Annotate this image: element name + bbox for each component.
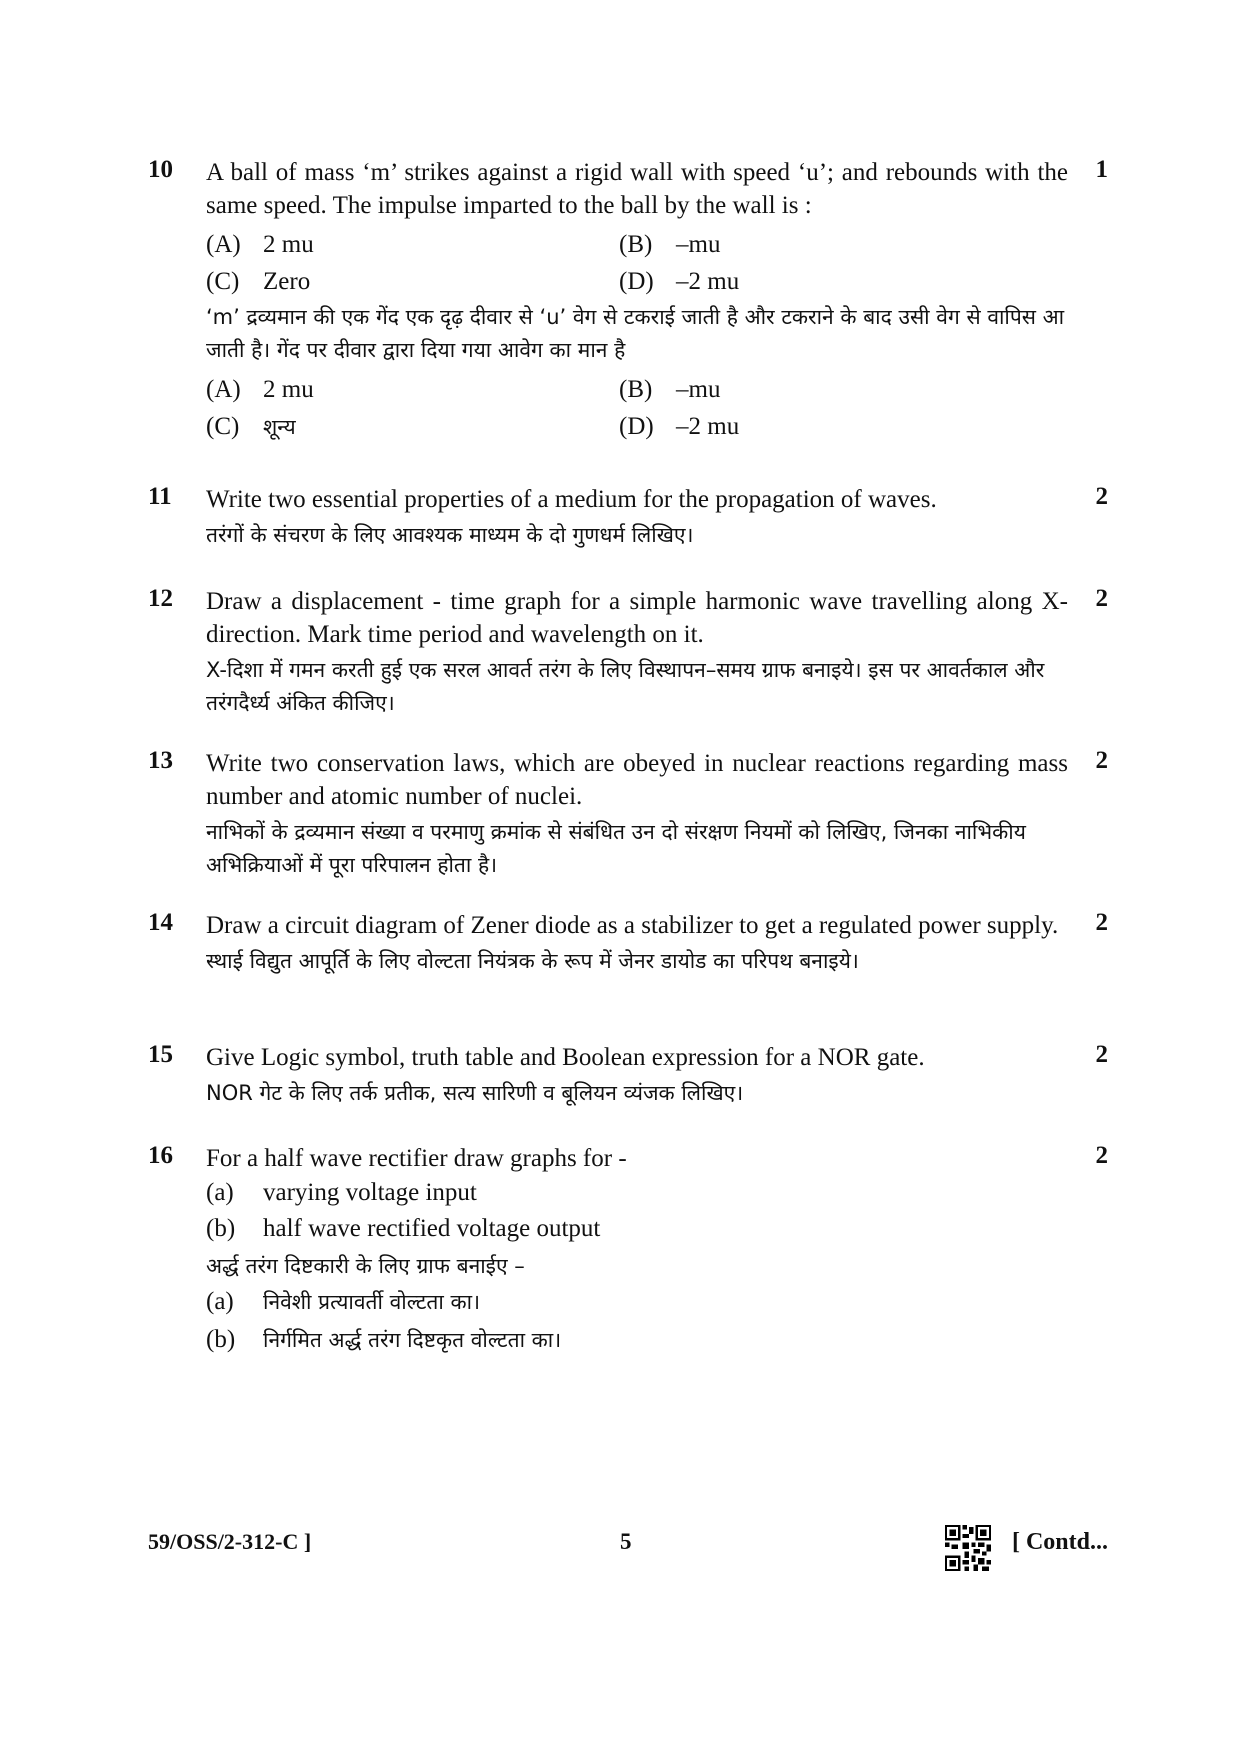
question-text-hindi: तरंगों के संचरण के लिए आवश्यक माध्यम के दो गुणधर्म लिखिए। (206, 523, 694, 547)
sub-item-a-hi: (a) निवेशी प्रत्यावर्ती वोल्टता का। (206, 1288, 481, 1315)
question-15 (148, 1041, 1108, 1110)
question-14 (148, 909, 1108, 978)
page-number: 5 (620, 1529, 632, 1554)
option-d-hi: (D) –2 mu (619, 413, 740, 440)
question-text-english: Write two essential properties of a medium for the propagation of waves. (206, 486, 937, 513)
question-marks: 2 (1095, 747, 1108, 774)
question-text-hindi: NOR गेट के लिए तर्क प्रतीक, सत्य सारिणी व बूलियन व्यंजक लिखिए। (206, 1081, 744, 1105)
options-english (206, 228, 1068, 298)
question-text-hindi: X-दिशा में गमन करती हुई एक सरल आवर्त तरंग के लिए विस्थापन–समय ग्राफ बनाइये। इस पर आवर्तकाल और तरंगदैर्ध्य अंकित कीजिए। (206, 658, 1045, 715)
question-marks: 2 (1095, 909, 1108, 936)
question-marks: 1 (1095, 156, 1108, 183)
question-text-hindi: अर्द्ध तरंग दिष्टकारी के लिए ग्राफ बनाईए – (206, 1254, 525, 1278)
question-number: 16 (148, 1142, 173, 1169)
question-text-english: Draw a circuit diagram of Zener diode as a stabilizer to get a regulated power supply. (206, 912, 1059, 939)
option-b-hi: (B) –mu (619, 376, 721, 403)
sub-item-a: (a) varying voltage input (206, 1179, 477, 1206)
question-number: 14 (148, 909, 173, 936)
question-number: 13 (148, 747, 173, 774)
question-marks: 2 (1095, 1142, 1108, 1169)
question-text-hindi: ‘m’ द्रव्यमान की एक गेंद एक दृढ़ दीवार से ‘u’ वेग से टकराई जाती है और टकराने के बाद उसी वेग से वापिस आ जाती है। गेंद पर दीवार द्वारा दिया गया आवेग का मान है (206, 305, 1065, 362)
question-number: 15 (148, 1041, 173, 1068)
question-marks: 2 (1095, 1041, 1108, 1068)
question-number: 12 (148, 585, 173, 612)
question-text-english: Give Logic symbol, truth table and Boolean expression for a NOR gate. (206, 1044, 925, 1071)
question-13 (148, 747, 1108, 882)
question-10 (148, 156, 1108, 444)
option-c-hi: (C) शून्य (206, 413, 296, 440)
option-a: (A) 2 mu (206, 231, 314, 258)
page-footer (148, 1525, 1108, 1565)
question-text-english: Write two conservation laws, which are obeyed in nuclear reactions regarding mass number and atomic number of nuclei. (206, 750, 1068, 810)
sub-item-b-hi: (b) निर्गमित अर्द्ध तरंग दिष्टकृत वोल्टता का। (206, 1326, 562, 1353)
question-text-hindi: नाभिकों के द्रव्यमान संख्या व परमाणु क्रमांक से संबंधित उन दो संरक्षण नियमों को लिखिए, जिनका नाभिकीय अभिक्रियाओं में पूरा परिपालन होता है। (206, 820, 1026, 877)
question-text-english: A ball of mass ‘m’ strikes against a rigid wall with speed ‘u’; and rebounds with the same speed. The impulse imparted to the ball by the wall is : (206, 159, 1068, 219)
sub-item-b: (b) half wave rectified voltage output (206, 1215, 601, 1242)
question-text-english: Draw a displacement - time graph for a simple harmonic wave travelling along X-direction. Mark time period and wavelength on it. (206, 588, 1068, 648)
option-b: (B) –mu (619, 231, 721, 258)
options-hindi (206, 373, 1068, 444)
question-marks: 2 (1095, 585, 1108, 612)
option-d: (D) –2 mu (619, 268, 740, 295)
question-16 (148, 1142, 1108, 1359)
question-12 (148, 585, 1108, 720)
option-c: (C) Zero (206, 268, 311, 295)
question-marks: 2 (1095, 483, 1108, 510)
question-number: 10 (148, 156, 173, 183)
option-a-hi: (A) 2 mu (206, 376, 314, 403)
paper-code: 59/OSS/2-312-C ] (148, 1529, 312, 1554)
question-number: 11 (148, 483, 172, 510)
question-text-english: For a half wave rectifier draw graphs for - (206, 1145, 627, 1172)
continued-marker: [ Contd... (1011, 1529, 1108, 1555)
question-text-hindi: स्थाई विद्युत आपूर्ति के लिए वोल्टता नियंत्रक के रूप में जेनर डायोड का परिपथ बनाइये। (206, 949, 859, 973)
question-11 (148, 483, 1108, 552)
qr-code-icon (945, 1525, 991, 1571)
